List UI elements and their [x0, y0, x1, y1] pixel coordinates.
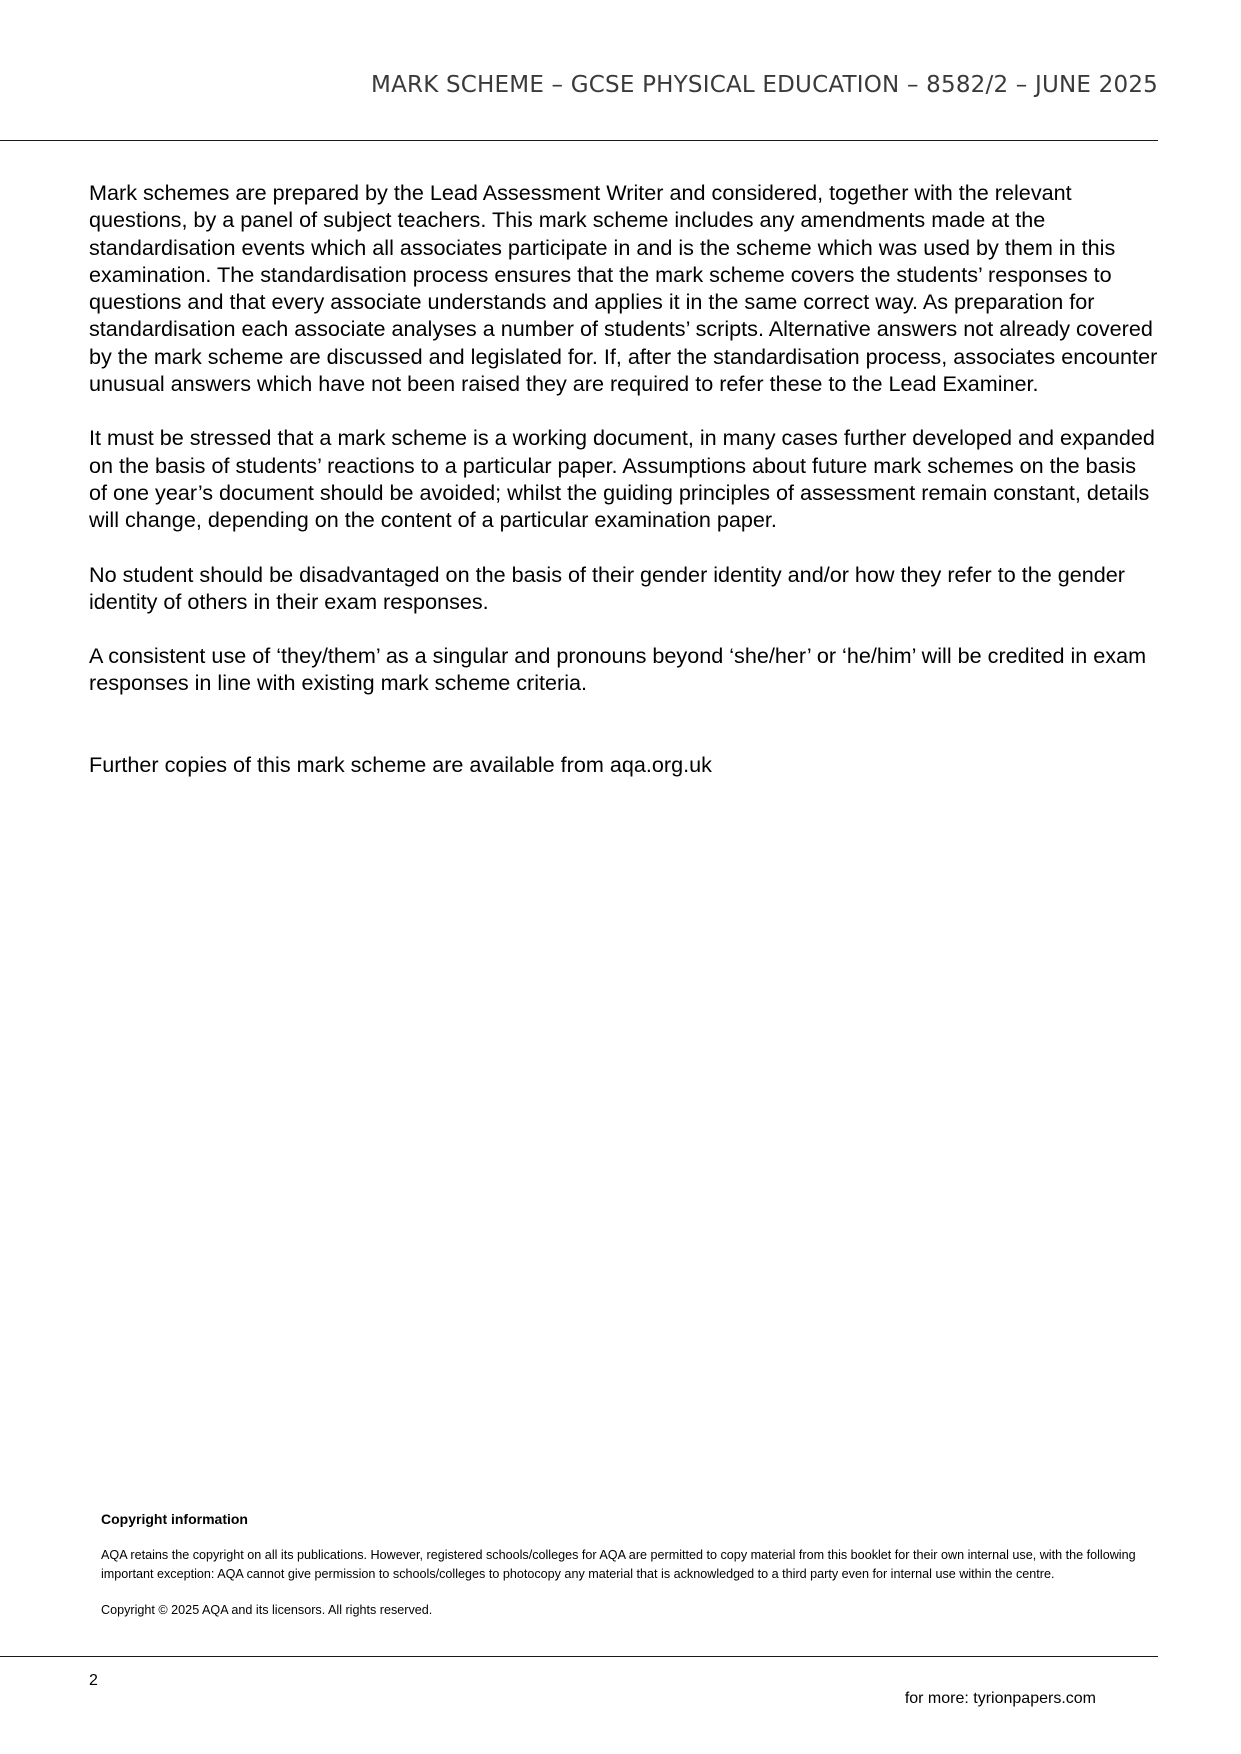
copyright-notice: AQA retains the copyright on all its publications. However, registered schools/colleges for AQA are permitted to copy material from this booklet for their own internal use, with the following important exception: AQA cannot give permission to schools/colleges to photocopy any material that is acknowledged to a third party even for internal use within the centre. [101, 1548, 1136, 1581]
paragraph-pronouns: A consistent use of ‘they/them’ as a singular and pronouns beyond ‘she/her’ or ‘he/him’ will be credited in exam responses in line with existing mark scheme criteria. [89, 643, 1147, 696]
paragraph-gender-identity: No student should be disadvantaged on the basis of their gender identity and/or how they refer to the gender identity of others in their exam responses. [89, 561, 1125, 614]
further-copies-note: Further copies of this mark scheme are available from aqa.org.uk [89, 751, 712, 777]
paragraph-standardisation: Mark schemes are prepared by the Lead Assessment Writer and considered, together with the relevant questions, by a panel of subject teachers. This mark scheme includes any amendments made at the standardisation events which all associates participate in and is the scheme which was used by them in this examination. The standardisation process ensures that the mark scheme covers the students’ responses to questions and that every associate understands and applies it in the same correct way. As preparation for standardisation each associate analyses a number of students’ scripts. Alternative answers not already covered by the mark scheme are discussed and legislated for. If, after the standardisation process, associates encounter unusual answers which have not been raised they are required to refer these to the Lead Examiner. [89, 180, 1158, 397]
page-number: 2 [89, 1672, 98, 1689]
copyright-block [101, 1510, 1141, 1638]
header-divider [0, 140, 1158, 141]
copyright-line: Copyright © 2025 AQA and its licensors. All rights reserved. [101, 1603, 433, 1618]
mark-scheme-intro [89, 179, 1159, 805]
footer-source-note: for more: tyrionpapers.com [904, 1690, 1096, 1707]
running-header: MARK SCHEME – GCSE PHYSICAL EDUCATION – 8582/2 – JUNE 2025 [371, 72, 1158, 98]
copyright-heading: Copyright information [101, 1511, 248, 1527]
paragraph-working-document: It must be stressed that a mark scheme is a working document, in many cases further developed and expanded on the basis of students’ reactions to a particular paper. Assumptions about future mark schemes on the basis of one year’s document should be avoided; whilst the guiding principles of assessment remain constant, details will change, depending on the content of a particular examination paper. [89, 425, 1155, 533]
footer-divider [0, 1656, 1158, 1657]
